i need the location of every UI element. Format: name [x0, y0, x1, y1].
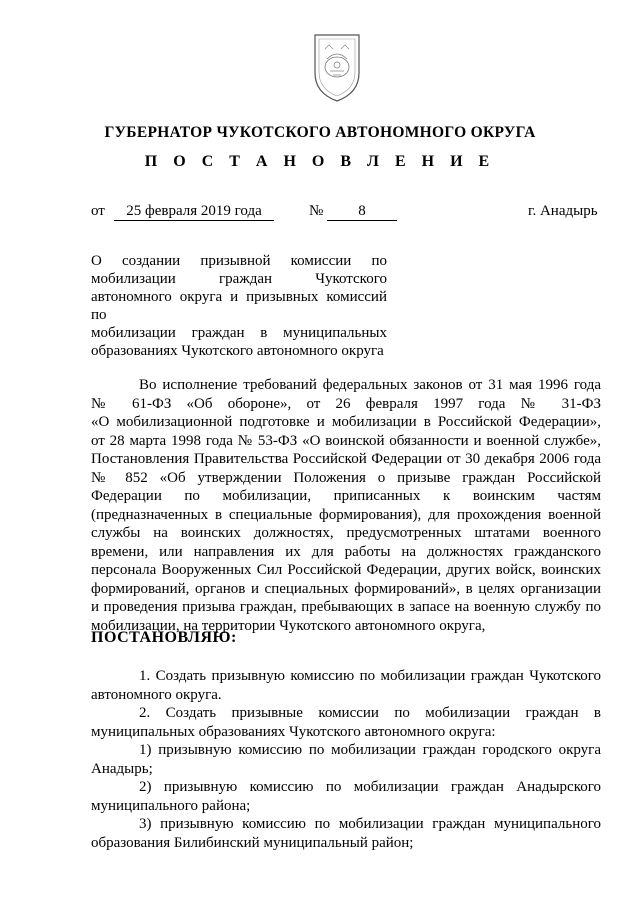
item-line: Анадырь; — [91, 760, 153, 777]
preamble — [91, 376, 601, 635]
preamble-line: «О мобилизационной подготовке и мобилизации в Российской Федерации», — [91, 414, 601, 430]
preamble-line: формирований, органов и специальных формирований», в целях организации — [91, 580, 601, 597]
item-line: 2. Создать призывные комиссии по мобилизации граждан в — [139, 705, 601, 721]
preamble-line: персонала Вооруженных Сил Российской Федерации, других войск, воинских — [91, 562, 601, 578]
resolution-items — [91, 667, 601, 852]
number-label: № — [309, 203, 324, 219]
preamble-line: и проведения призыва граждан, пребывающих в запасе на военную службу по — [91, 599, 601, 615]
document-number: 8 — [327, 203, 397, 221]
preamble-line: мобилизации, на территории Чукотского автономного округа, — [91, 617, 486, 634]
preamble-line: Во исполнение требований федеральных законов от 31 мая 1996 года — [139, 377, 601, 393]
preamble-line: (предназначенных в специальные формирования), для прохождения военной — [91, 506, 601, 523]
item-line: муниципальных образованиях Чукотского автономного округа: — [91, 723, 496, 740]
preamble-line: от 28 марта 1998 года № 53-ФЗ «О воинской обязанности и военной службе», — [91, 432, 601, 449]
item-line: 2) призывную комиссию по мобилизации граждан Анадырского — [139, 779, 601, 795]
authority-title: ГУБЕРНАТОР ЧУКОТСКОГО АВТОНОМНОГО ОКРУГА — [104, 124, 536, 141]
item-line: образования Билибинский муниципальный район; — [91, 834, 414, 851]
document-type: П О С Т А Н О В Л Е Н И Е — [144, 153, 496, 170]
item-line: муниципального района; — [91, 797, 251, 814]
item-line: 1. Создать призывную комиссию по мобилизации граждан Чукотского — [139, 668, 601, 684]
preamble-line: № 852 «Об утверждении Положения о призыве граждан Российской — [91, 469, 601, 486]
preamble-line: Федерации по мобилизации, приписанных к воинским частям — [91, 488, 601, 504]
item-line: автономного округа. — [91, 686, 222, 703]
coat-of-arms-chukotka-icon — [307, 27, 367, 105]
item-line: 3) призывную комиссию по мобилизации граждан муниципального — [139, 816, 601, 832]
preamble-line: Постановления Правительства Российской Федерации от 30 декабря 2006 года — [91, 451, 601, 467]
subject-line: мобилизации граждан Чукотского — [91, 271, 387, 287]
subject-line: автономного округа и призывных комиссий по — [91, 289, 387, 323]
preamble-line: службы на воинских должностях, предусмотренных штатами военного — [91, 525, 601, 541]
document-subject — [91, 252, 387, 360]
subject-line: О создании призывной комиссии по — [91, 253, 387, 269]
item-line: 1) призывную комиссию по мобилизации граждан городского округа — [139, 742, 601, 758]
city: г. Анадырь — [528, 203, 598, 219]
document-date: 25 февраля 2019 года — [114, 203, 274, 221]
subject-line: образованиях Чукотского автономного округа — [91, 343, 384, 359]
preamble-line: № 61-ФЗ «Об обороне», от 26 февраля 1997 года № 31-ФЗ — [91, 395, 601, 412]
from-label: от — [91, 203, 105, 219]
preamble-line: времени, или направления их для работы на должностях гражданского — [91, 543, 601, 560]
subject-line: мобилизации граждан в муниципальных — [91, 325, 387, 341]
resolve-heading: ПОСТАНОВЛЯЮ: — [91, 629, 237, 646]
